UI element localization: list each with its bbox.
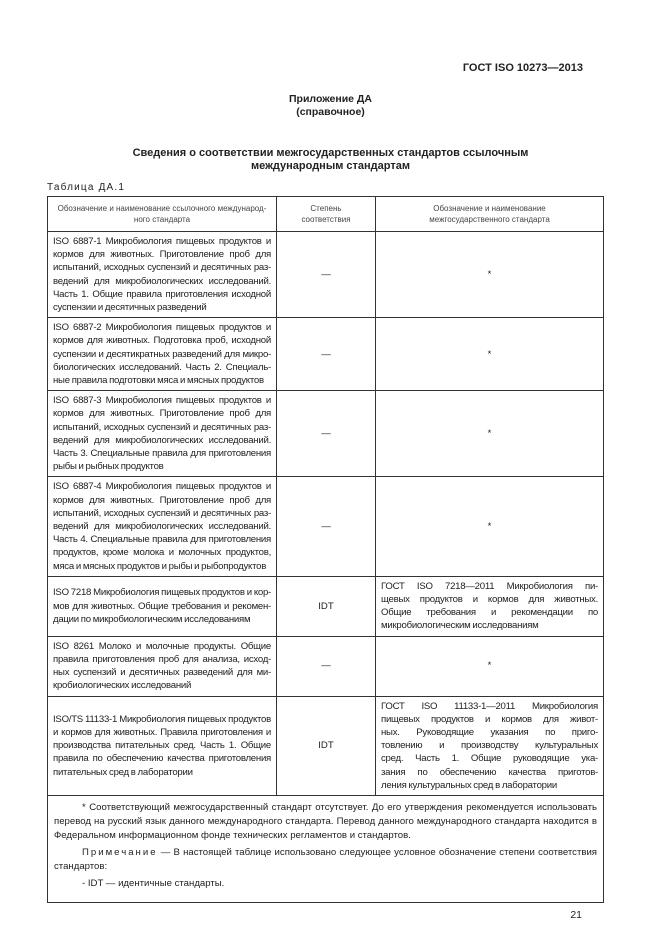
table-row <box>48 318 604 391</box>
cell-line: * <box>487 269 492 280</box>
degree-cell: — <box>277 636 376 696</box>
degree-cell: IDT <box>277 696 376 795</box>
cell-line: суспензии и десятичных разведений <box>53 302 207 314</box>
cell-line: ISO 6887-4 Микробиология пищевых продуктов и <box>53 481 271 493</box>
cell-line: щевых продуктов и кормов для животных. <box>381 594 598 606</box>
intl-standard-cell <box>48 477 277 576</box>
cell-line: ления культуральных сред в лаборатории <box>381 779 557 791</box>
cell-line: кробиологических исследований <box>53 680 192 692</box>
cell-line: Часть 3. Специальные правила для приготовления <box>53 448 271 460</box>
cell-line: мяса и мясных продуктов и рыбы и рыбопродуктов <box>53 560 267 572</box>
intl-standard-cell <box>48 576 277 636</box>
cell-line: ISO 7218 Микробиология пищевых продуктов и кор- <box>53 587 271 599</box>
header-intl-standard: Обозначение и наименование ссылочного международ- ного стандарта <box>48 197 277 232</box>
gost-standard-cell <box>376 576 604 636</box>
gost-standard-cell <box>376 232 604 318</box>
cell-line: кормов для животных. Приготовление проб для <box>53 408 271 420</box>
intl-standard-cell <box>48 696 277 795</box>
cell-line: производства питательных сред. Часть 1. Общие <box>53 740 271 752</box>
annex-heading <box>0 93 661 119</box>
degree-cell: IDT <box>277 576 376 636</box>
section-title-line: Сведения о соответствии межгосударственных стандартов ссылочным <box>132 147 529 159</box>
cell-line: кормов для животных. Приготовление проб для <box>53 249 271 261</box>
table-row <box>48 477 604 576</box>
table-row <box>48 391 604 477</box>
gost-standard-cell <box>376 391 604 477</box>
degree-cell: — <box>277 232 376 318</box>
cell-line: микробиологическим исследованиям <box>381 620 539 632</box>
cell-line: и кормов для животных. Правила приготовления и <box>53 726 271 738</box>
cell-line: ГОСТ ISO 7218—2011 Микробиология пи- <box>381 580 598 592</box>
cell-line: ISO 6887-3 Микробиология пищевых продуктов и <box>53 395 271 407</box>
cell-line: дации по микробиологическим исследованиям <box>53 613 251 625</box>
table-wrapper <box>47 196 603 922</box>
cell-line: Часть 4. Специальные правила для приготовления <box>53 534 271 546</box>
cell-line: * <box>487 660 492 672</box>
table-header-row <box>48 197 604 232</box>
cell-line: ведений для микробиологических исследований. <box>53 434 271 446</box>
cell-line: сред. Часть 1. Общие руководящие ука- <box>381 753 598 765</box>
cell-line: * <box>487 348 492 360</box>
cell-line: ISO 8261 Молоко и молочные продукты. Общие <box>53 640 271 652</box>
gost-standard-cell <box>376 696 604 795</box>
table-row <box>48 636 604 696</box>
footnote: * Соответствующий межгосударственный стандарт отсутствует. До его утверждения рекомендуется использовать перевод на русский язык данного международного стандарта. Перевод данного международного стандарта находится в Федеральном информационном фонде технических регламентов и стандартов. <box>54 801 597 841</box>
cell-line: ных суспензий и десятичных разведений для ми- <box>53 667 271 679</box>
header-gost-standard: Обозначение и наименование межгосударственного стандарта <box>376 197 604 232</box>
document-id: ГОСТ ISO 10273—2013 <box>462 62 583 74</box>
cell-line: суспензии и десятикратных разведений для микро- <box>53 348 271 360</box>
degree-cell: — <box>277 477 376 576</box>
table-row <box>48 696 604 795</box>
cell-line: Часть 1. Общие правила приготовления исходной <box>53 288 271 300</box>
intl-standard-cell <box>48 391 277 477</box>
gost-standard-cell <box>376 318 604 391</box>
table-note: Примечание — В настоящей таблице использовано следующее условное обозначение степени соответствия стандартов: <box>54 846 597 872</box>
cell-line: продуктов, кроме молока и молочных продуктов, <box>53 547 271 559</box>
cell-line: испытаний, исходных суспензий и десятичных раз- <box>53 507 271 519</box>
degree-cell: — <box>277 318 376 391</box>
cell-line: * <box>487 521 492 533</box>
cell-line: питательных сред в лаборатории <box>53 766 193 778</box>
table-row <box>48 576 604 636</box>
cell-line: испытаний, исходных суспензий и десятичных раз- <box>53 421 271 433</box>
cell-line: правила по обеспечению качества приготовления <box>53 753 271 765</box>
cell-line: испытаний, исходных суспензий и десятичных раз- <box>53 262 271 274</box>
cell-line: биологических исследований. Часть 2. Специаль- <box>53 361 271 373</box>
gost-standard-cell <box>376 477 604 576</box>
cell-line: мов для животных. Общие требования и рекомен- <box>53 600 271 612</box>
cell-line: товлению и производству культуральных <box>381 740 598 752</box>
cell-line: правила приготовления проб для анализа, исход- <box>53 653 271 665</box>
cell-line: * <box>487 428 492 440</box>
table-label: Таблица ДА.1 <box>47 182 126 193</box>
cell-line: ISO/TS 11133-1 Микробиология пищевых продуктов <box>53 713 271 725</box>
header-degree: Степень соответствия <box>277 197 376 232</box>
intl-standard-cell <box>48 636 277 696</box>
intl-standard-cell <box>48 318 277 391</box>
standards-table <box>47 196 604 903</box>
cell-line: ные правила подготовки мяса и мясных продуктов <box>53 375 264 387</box>
section-title-line: международным стандартам <box>251 160 410 172</box>
cell-line: ГОСТ ISO 11133-1—2011 Микробиология <box>381 700 598 712</box>
page-number: 21 <box>570 908 582 921</box>
table-footnote-row <box>48 795 604 902</box>
gost-standard-cell <box>376 636 604 696</box>
cell-line: Общие требования и рекомендации по <box>381 607 598 619</box>
cell-line: пищевых продуктов и кормов для живот- <box>381 713 598 725</box>
intl-standard-cell <box>48 232 277 318</box>
cell-line: ISO 6887-2 Микробиология пищевых продуктов и <box>53 322 271 334</box>
cell-line: кормов для животных. Подготовка проб, исходной <box>53 335 271 347</box>
cell-line: ных. Руководящие указания по приго- <box>381 726 598 738</box>
cell-line: рыбы и рыбных продуктов <box>53 461 164 473</box>
annex-title: Приложение ДА <box>289 93 372 105</box>
annex-subtitle: (справочное) <box>296 106 365 118</box>
cell-line: ведений для микробиологических исследований. <box>53 275 271 287</box>
section-title <box>0 147 661 173</box>
cell-line: кормов для животных. Приготовление проб для <box>53 494 271 506</box>
degree-cell: — <box>277 391 376 477</box>
cell-line: зания по обеспечению качества приготов- <box>381 766 598 778</box>
table-row <box>48 232 604 318</box>
cell-line: ISO 6887-1 Микробиология пищевых продуктов и <box>53 236 271 247</box>
cell-line: ведений для микробиологических исследований. <box>53 521 271 533</box>
note-item: - IDT — идентичные стандарты. <box>82 877 225 889</box>
